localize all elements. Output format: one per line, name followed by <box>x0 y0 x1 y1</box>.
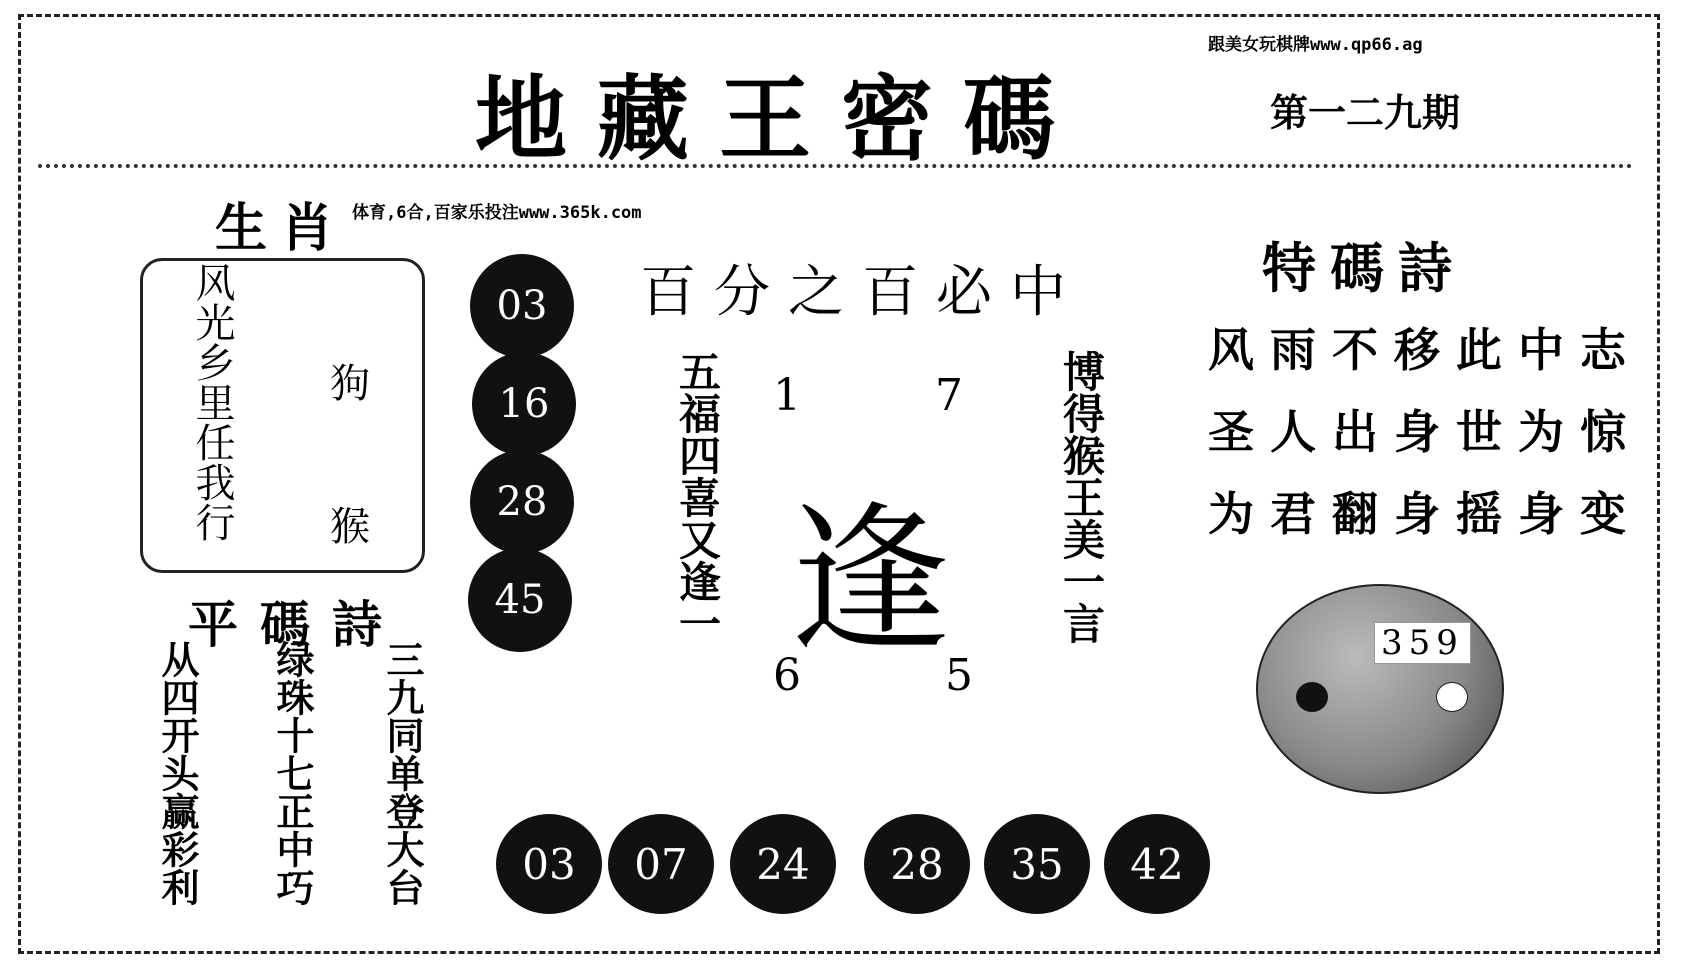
number-ball: 45 <box>468 548 572 652</box>
center-left-column: 五福四喜又逢一 <box>673 350 722 644</box>
yin-yang-label: 359 <box>1374 622 1471 664</box>
issue-number: 第一二九期 <box>1270 90 1461 135</box>
yin-dot <box>1296 682 1328 712</box>
flat-poem-column-2: 绿珠十七正中巧 <box>270 640 315 906</box>
zodiac-phrase: 风光乡里任我行 <box>189 262 235 542</box>
number-ball: 03 <box>496 814 602 914</box>
yin-yang-icon <box>1256 584 1504 794</box>
guarantee-banner: 百分之百必中 <box>640 260 1084 325</box>
number-ball: 42 <box>1104 814 1210 914</box>
flat-poem-column-3: 三九同单登大台 <box>380 640 425 906</box>
top-ad-link[interactable]: 跟美女玩棋牌www.qp66.ag <box>1208 35 1423 55</box>
zodiac-heading: 生肖 <box>215 198 348 259</box>
number-ball: 16 <box>472 352 576 456</box>
center-character: 逢 <box>790 487 951 674</box>
number-ball: 28 <box>864 814 970 914</box>
center-digit: 1 <box>773 370 801 421</box>
special-poem-line-1: 风雨不移此中志 <box>1208 323 1642 377</box>
zodiac-box <box>140 258 425 573</box>
zodiac-animal-1: 狗 <box>330 361 370 407</box>
special-poem-line-2: 圣人出身世为惊 <box>1208 405 1642 459</box>
sports-ad-link[interactable]: 体育,6合,百家乐投注www.365k.com <box>352 203 642 223</box>
special-poem-line-3: 为君翻身摇身变 <box>1208 487 1642 541</box>
number-ball: 28 <box>470 450 574 554</box>
page-title: 地藏王密碼 <box>475 65 1086 173</box>
center-right-column: 博得猴王美一言 <box>1057 350 1106 644</box>
yang-dot <box>1436 682 1468 712</box>
flat-poem-heading: 平碼詩 <box>188 595 404 654</box>
zodiac-animal-2: 猴 <box>330 504 370 550</box>
special-poem-heading: 特碼詩 <box>1262 236 1466 300</box>
number-ball: 24 <box>730 814 836 914</box>
flat-poem-column-1: 从四开头赢彩利 <box>155 640 200 906</box>
number-ball: 35 <box>984 814 1090 914</box>
number-ball: 03 <box>470 254 574 358</box>
center-digit: 7 <box>935 370 963 421</box>
number-ball: 07 <box>608 814 714 914</box>
divider <box>38 164 1633 168</box>
center-digit: 6 <box>773 650 801 701</box>
center-digit: 5 <box>945 650 973 701</box>
